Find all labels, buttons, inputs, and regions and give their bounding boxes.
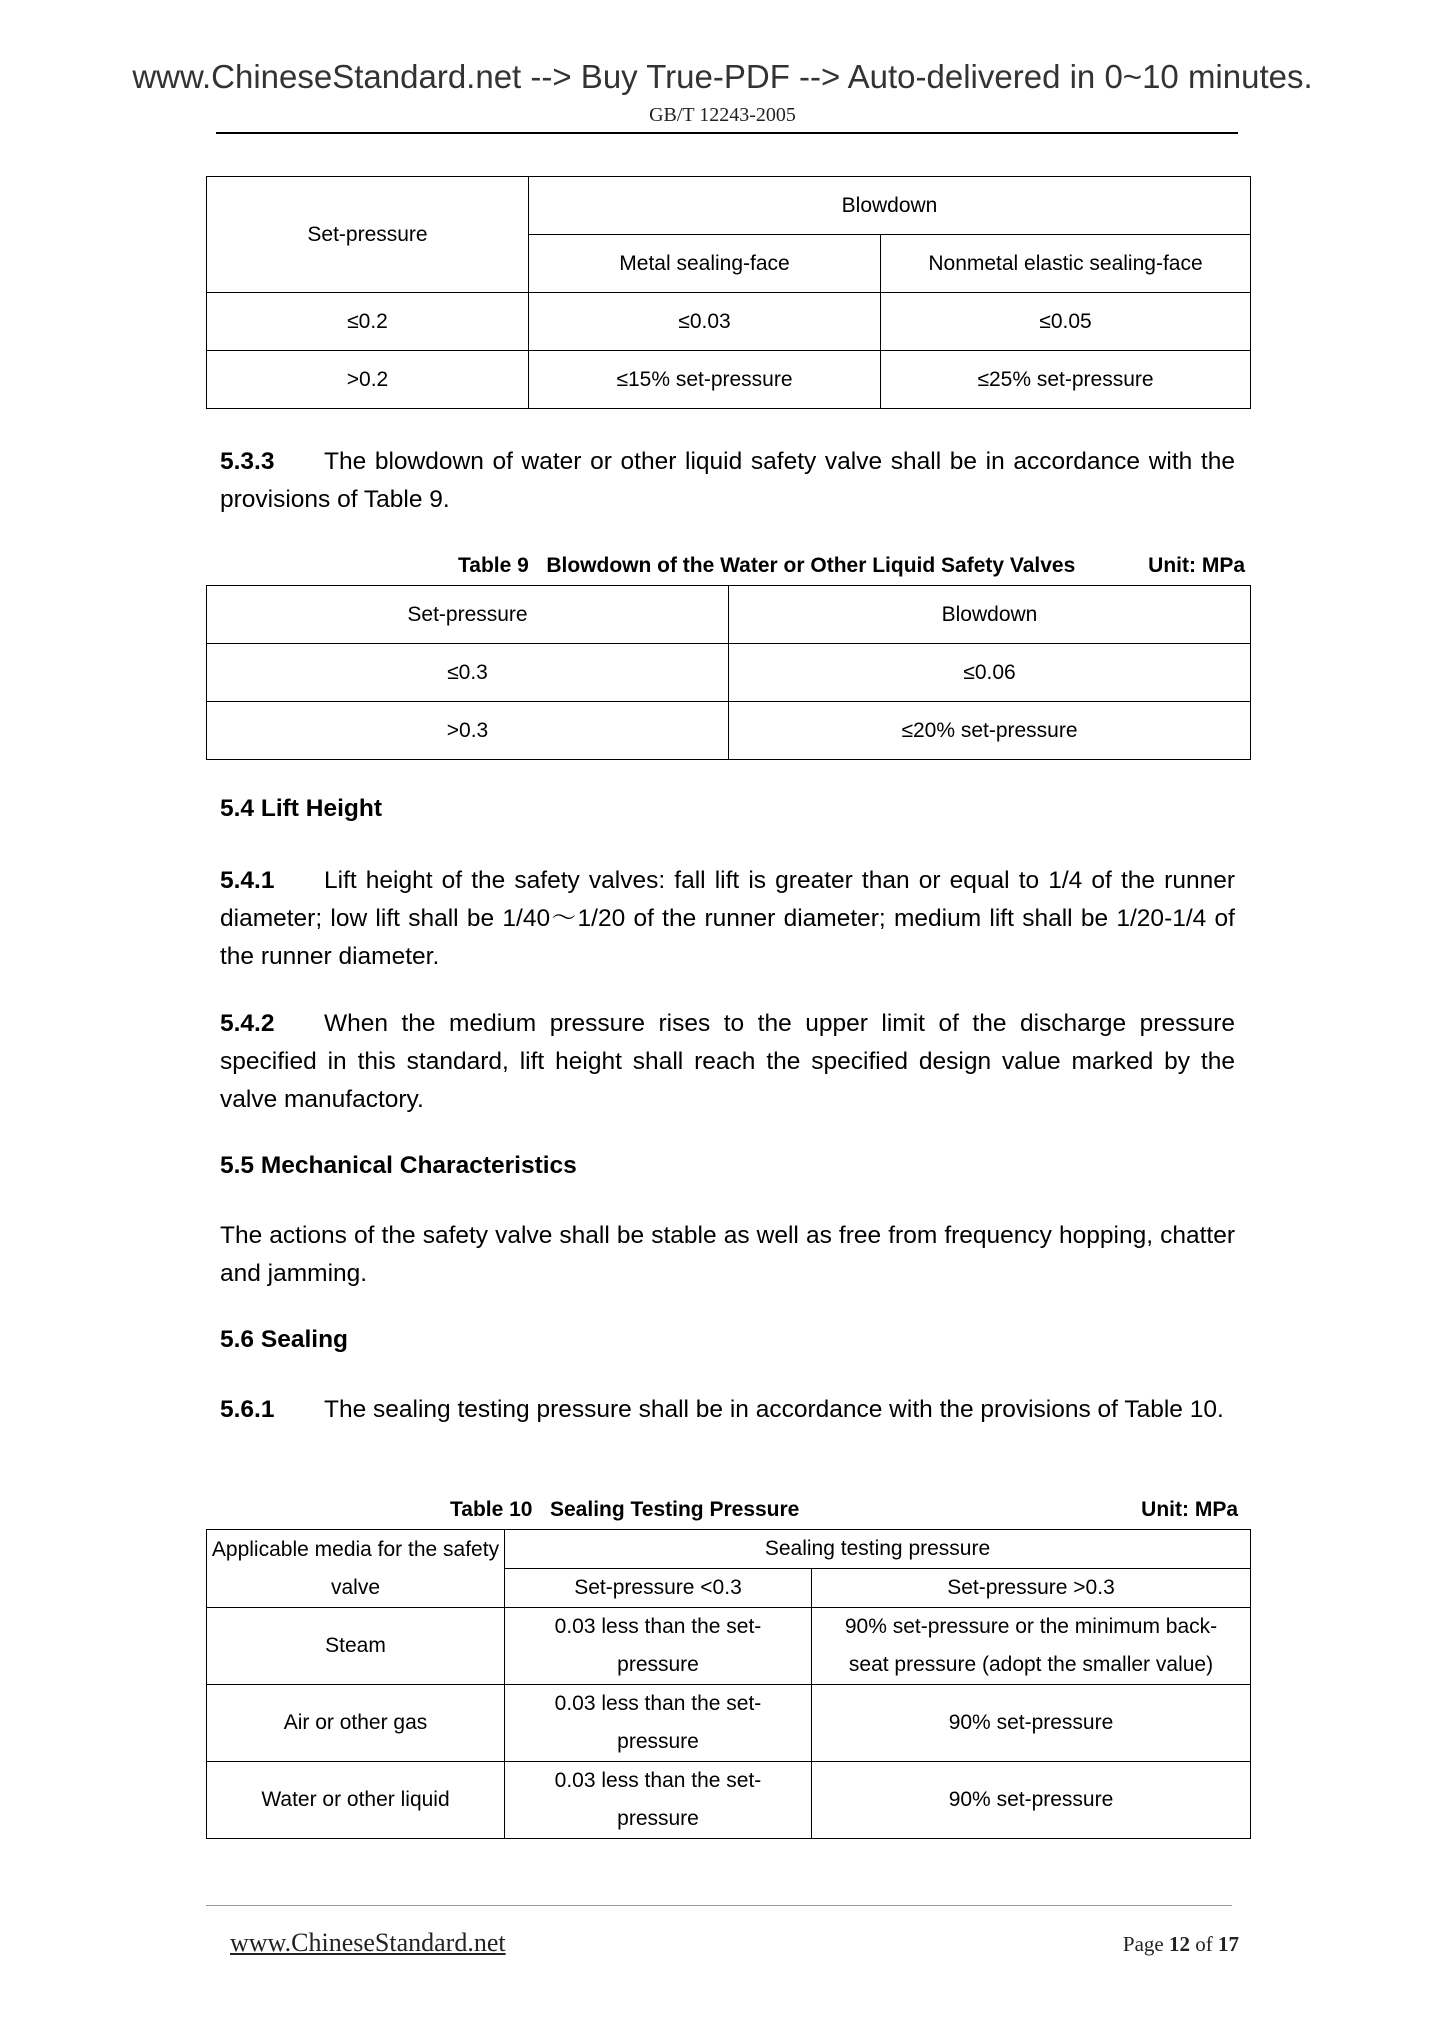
t9-header-blowdown: Blowdown <box>729 586 1251 644</box>
table-cell: Water or other liquid <box>207 1762 505 1839</box>
table-row <box>207 293 1251 351</box>
table-10-caption <box>450 1498 799 1522</box>
page-label: Page <box>1122 1932 1164 1956</box>
header-divider <box>216 132 1238 134</box>
clause-text: The blowdown of water or other liquid safety valve shall be in accordance with the provisions of Table 9. <box>220 448 1235 513</box>
table-cell: ≤0.2 <box>207 293 529 351</box>
section-heading-5-5: 5.5 Mechanical Characteristics <box>220 1152 577 1179</box>
table-cell: ≤0.03 <box>529 293 881 351</box>
table-9-caption <box>458 554 1075 578</box>
table-cell: 0.03 less than the set-pressure <box>505 1762 812 1839</box>
table-cell: ≤0.06 <box>729 644 1251 702</box>
table-cell: 0.03 less than the set-pressure <box>505 1608 812 1685</box>
clause-number: 5.6.1 <box>220 1396 275 1423</box>
section-heading-5-4: 5.4 Lift Height <box>220 795 382 822</box>
table-cell: ≤0.05 <box>881 293 1251 351</box>
table-cell: Air or other gas <box>207 1685 505 1762</box>
page-total: 17 <box>1218 1932 1239 1956</box>
table-cell: 90% set-pressure <box>812 1685 1251 1762</box>
t10-header-low: Set-pressure <0.3 <box>505 1569 812 1608</box>
table-9 <box>206 585 1251 760</box>
t10-header-high: Set-pressure >0.3 <box>812 1569 1251 1608</box>
table-cell: 90% set-pressure or the minimum back-seat pressure (adopt the smaller value) <box>812 1608 1251 1685</box>
table-row <box>207 1762 1251 1839</box>
clause-text: Lift height of the safety valves: fall lift is greater than or equal to 1/4 of the runner diameter; low lift shall be 1/40～1/20 of the runner diameter; medium lift shall be 1/20-1/4 of the runner diameter. <box>220 867 1235 970</box>
clause-5-4-1 <box>220 862 1235 976</box>
header-banner[interactable]: www.ChineseStandard.net --> Buy True-PDF --> Auto-delivered in 0~10 minutes. <box>132 58 1313 95</box>
page-current: 12 <box>1169 1932 1190 1956</box>
table-cell: >0.2 <box>207 351 529 409</box>
t8-header-blowdown: Blowdown <box>529 177 1251 235</box>
doc-code: GB/T 12243-2005 <box>649 104 796 126</box>
clause-text: The sealing testing pressure shall be in accordance with the provisions of Table 10. <box>324 1396 1224 1423</box>
table-cell: Steam <box>207 1608 505 1685</box>
table-cell: ≤25% set-pressure <box>881 351 1251 409</box>
table-row <box>207 351 1251 409</box>
table-cell: ≤0.3 <box>207 644 729 702</box>
t9-header-setpressure: Set-pressure <box>207 586 729 644</box>
table-row <box>207 1685 1251 1762</box>
clause-number: 5.4.1 <box>220 867 275 894</box>
caption-number: Table 9 <box>458 554 529 577</box>
page-of: of <box>1195 1932 1213 1956</box>
table-8 <box>206 176 1251 409</box>
caption-title: Sealing Testing Pressure <box>550 1498 800 1521</box>
table-cell: 0.03 less than the set-pressure <box>505 1685 812 1762</box>
clause-text: When the medium pressure rises to the upper limit of the discharge pressure specified in this standard, lift height shall reach the specified design value marked by the valve manufactory. <box>220 1010 1235 1113</box>
clause-5-3-3 <box>220 443 1235 519</box>
clause-5-6-1 <box>220 1391 1235 1429</box>
table-cell: 90% set-pressure <box>812 1762 1251 1839</box>
section-heading-5-6: 5.6 Sealing <box>220 1326 349 1353</box>
table-cell: ≤15% set-pressure <box>529 351 881 409</box>
table-row <box>207 644 1251 702</box>
table-cell: >0.3 <box>207 702 729 760</box>
t8-header-metal: Metal sealing-face <box>529 235 881 293</box>
table-10 <box>206 1529 1251 1839</box>
t8-header-nonmetal: Nonmetal elastic sealing-face <box>881 235 1251 293</box>
caption-number: Table 10 <box>450 1498 533 1521</box>
footer-site-link[interactable]: www.ChineseStandard.net <box>230 1928 506 1957</box>
footer-divider <box>206 1905 1232 1906</box>
t8-header-setpressure: Set-pressure <box>207 177 529 293</box>
clause-5-4-2 <box>220 1005 1235 1119</box>
table-cell: ≤20% set-pressure <box>729 702 1251 760</box>
table-row <box>207 1608 1251 1685</box>
table-row <box>207 702 1251 760</box>
t10-header-media: Applicable media for the safety valve <box>207 1530 505 1608</box>
clause-number: 5.4.2 <box>220 1010 275 1037</box>
caption-title: Blowdown of the Water or Other Liquid Safety Valves <box>546 554 1076 577</box>
section-5-5-text: The actions of the safety valve shall be stable as well as free from frequency hopping, chatter and jamming. <box>220 1222 1235 1287</box>
table-9-unit: Unit: MPa <box>1148 554 1245 577</box>
page-number <box>1123 1932 1239 1957</box>
table-10-unit: Unit: MPa <box>1141 1498 1238 1521</box>
clause-number: 5.3.3 <box>220 448 275 475</box>
t10-header-sealing: Sealing testing pressure <box>505 1530 1251 1569</box>
